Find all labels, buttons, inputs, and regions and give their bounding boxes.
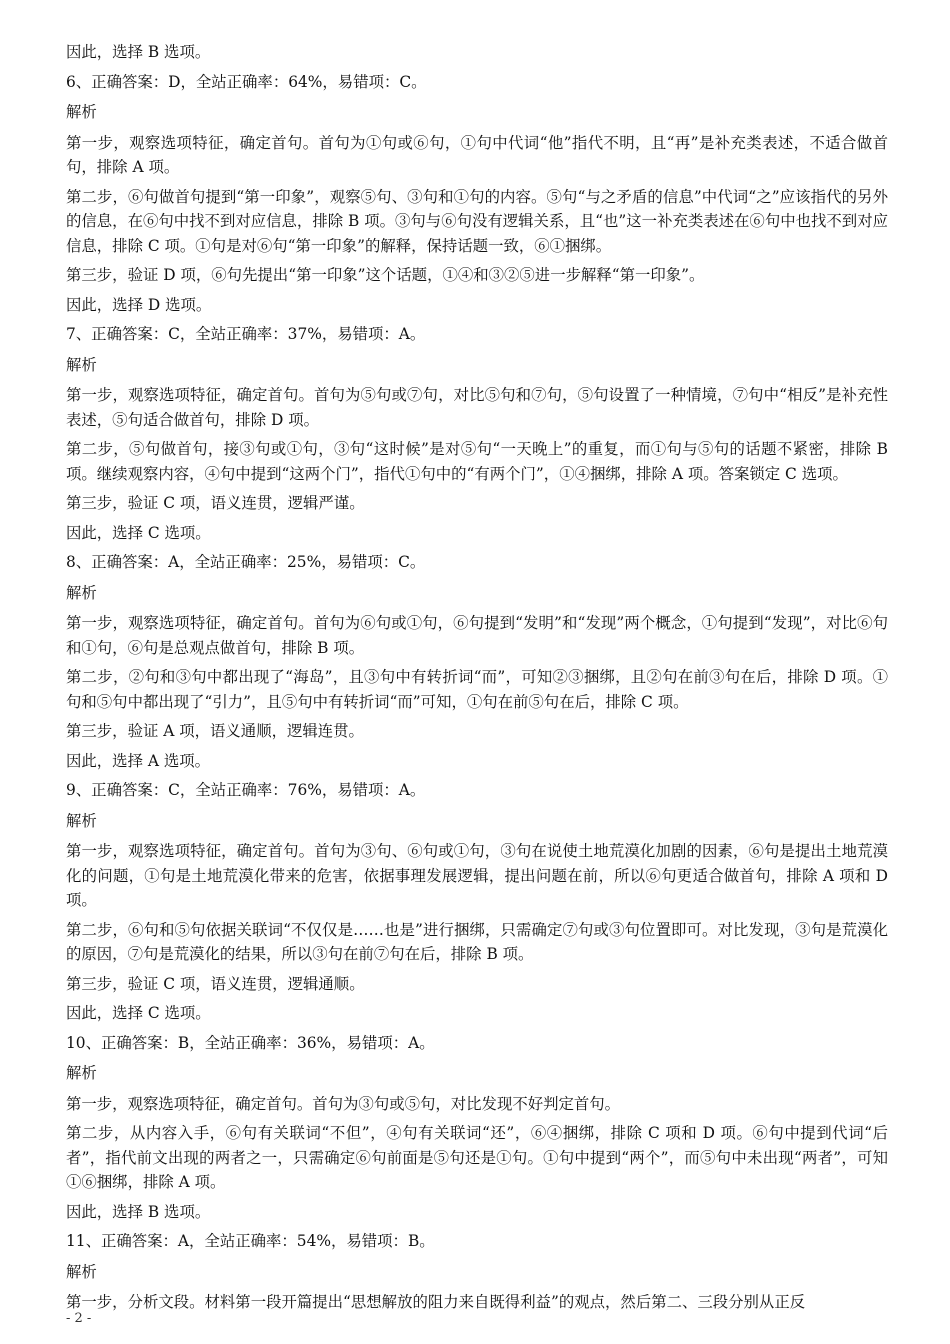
analysis-label: 解析 xyxy=(66,103,97,121)
document-body xyxy=(66,40,888,1320)
conclusion-line: 因此，选择 C 选项。 xyxy=(66,1004,211,1022)
analysis-paragraph: 第一步，分析文段。材料第一段开篇提出“思想解放的阻力来自既得利益”的观点，然后第二、三段分别从正反 xyxy=(66,1293,806,1311)
conclusion-line: 因此，选择 D 选项。 xyxy=(66,295,212,314)
analysis-paragraph: 第一步，观察选项特征，确定首句。首句为①句或⑥句，①句中代词“他”指代不明，且“再”是补充类表述，不适合做首句，排除 A 项。 xyxy=(66,133,888,176)
analysis-label: 解析 xyxy=(66,355,97,374)
analysis-label: 解析 xyxy=(66,1262,97,1281)
analysis-paragraph: 第二步，②句和③句中都出现了“海岛”，且③句中有转折词“而”，可知②③捆绑，且②句在前③句在后，排除 D 项。①句和⑤句中都出现了“引力”，且⑤句中有转折词“而”可知，①句在前⑤句在后，排除 C 项。 xyxy=(66,668,888,711)
page-number: - 2 - xyxy=(66,1311,92,1326)
answer-line: 11、正确答案：A，全站正确率：54%，易错项：B。 xyxy=(66,1232,435,1250)
analysis-paragraph: 第一步，观察选项特征，确定首句。首句为③句、⑥句或①句，③句在说使土地荒漠化加剧的因素，⑥句是提出土地荒漠化的问题，①句是土地荒漠化带来的危害，依据事理发展逻辑，提出问题在前，所以⑥句更适合做首句，排除 A 项和 D 项。 xyxy=(66,842,888,909)
conclusion-line: 因此，选择 C 选项。 xyxy=(66,523,211,542)
analysis-paragraph: 第一步，观察选项特征，确定首句。首句为⑤句或⑦句，对比⑤句和⑦句，⑤句设置了一种情境，⑦句中“相反”是补充性表述，⑤句适合做首句，排除 D 项。 xyxy=(66,386,888,429)
analysis-paragraph: 第二步，⑤句做首句，接③句或①句，③句“这时候”是对⑤句“一天晚上”的重复，而①句与⑤句的话题不紧密，排除 B 项。继续观察内容，④句中提到“这两个门”，指代①句中的“有两个门”，①④捆绑，排除 A 项。答案锁定 C 选项。 xyxy=(66,440,888,483)
analysis-paragraph: 第一步，观察选项特征，确定首句。首句为⑥句或①句，⑥句提到“发明”和“发现”两个概念，①句提到“发现”，对比⑥句和①句，⑥句是总观点做首句，排除 B 项。 xyxy=(66,614,888,657)
analysis-paragraph: 第三步，验证 A 项，语义通顺，逻辑连贯。 xyxy=(66,722,364,740)
answer-line: 10、正确答案：B，全站正确率：36%，易错项：A。 xyxy=(66,1033,435,1052)
answer-line: 8、正确答案：A，全站正确率：25%，易错项：C。 xyxy=(66,553,426,571)
analysis-paragraph: 第二步，从内容入手，⑥句有关联词“不但”，④句有关联词“还”，⑥④捆绑，排除 C 项和 D 项。⑥句中提到代词“后者”，指代前文出现的两者之一，只需确定⑥句前面是⑤句还是①句。①句中提到“两个”，而⑤句中未出现“两者”，可知①⑥捆绑，排除 A 项。 xyxy=(66,1124,888,1191)
analysis-paragraph: 第三步，验证 C 项，语义连贯，逻辑严谨。 xyxy=(66,494,365,512)
analysis-label: 解析 xyxy=(66,583,97,602)
analysis-paragraph: 第三步，验证 C 项，语义连贯，逻辑通顺。 xyxy=(66,974,365,993)
analysis-paragraph: 第二步，⑥句做首句提到“第一印象”，观察⑤句、③句和①句的内容。⑤句“与之矛盾的信息”中代词“之”应该指代的另外的信息，在⑥句中找不到对应信息，排除 B 项。③句与⑥句没有逻辑关系，且“也”这一补充类表述在⑥句中也找不到对应信息，排除 C 项。①句是对⑥句“第一印象”的解释，保持话题一致，⑥①捆绑。 xyxy=(66,187,888,255)
analysis-label: 解析 xyxy=(66,811,97,830)
answer-line: 6、正确答案：D，全站正确率：64%，易错项：C。 xyxy=(66,72,427,91)
conclusion-line: 因此，选择 B 选项。 xyxy=(66,1202,211,1221)
answer-line: 9、正确答案：C，全站正确率：76%，易错项：A。 xyxy=(66,781,426,799)
answer-line: 7、正确答案：C，全站正确率：37%，易错项：A。 xyxy=(66,325,426,343)
analysis-paragraph: 第三步，验证 D 项，⑥句先提出“第一印象”这个话题，①④和③②⑤进一步解释“第一印象”。 xyxy=(66,266,705,284)
analysis-paragraph: 第一步，观察选项特征，确定首句。首句为③句或⑤句，对比发现不好判定首句。 xyxy=(66,1094,621,1113)
analysis-label: 解析 xyxy=(66,1064,97,1082)
conclusion-line: 因此，选择 A 选项。 xyxy=(66,751,211,770)
conclusion-line: 因此，选择 B 选项。 xyxy=(66,43,211,61)
analysis-paragraph: 第二步，⑥句和⑤句依据关联词“不仅仅是……也是”进行捆绑，只需确定⑦句或③句位置即可。对比发现，③句是荒漠化的原因，⑦句是荒漠化的结果，所以③句在前⑦句在后，排除 B 项。 xyxy=(66,920,888,963)
